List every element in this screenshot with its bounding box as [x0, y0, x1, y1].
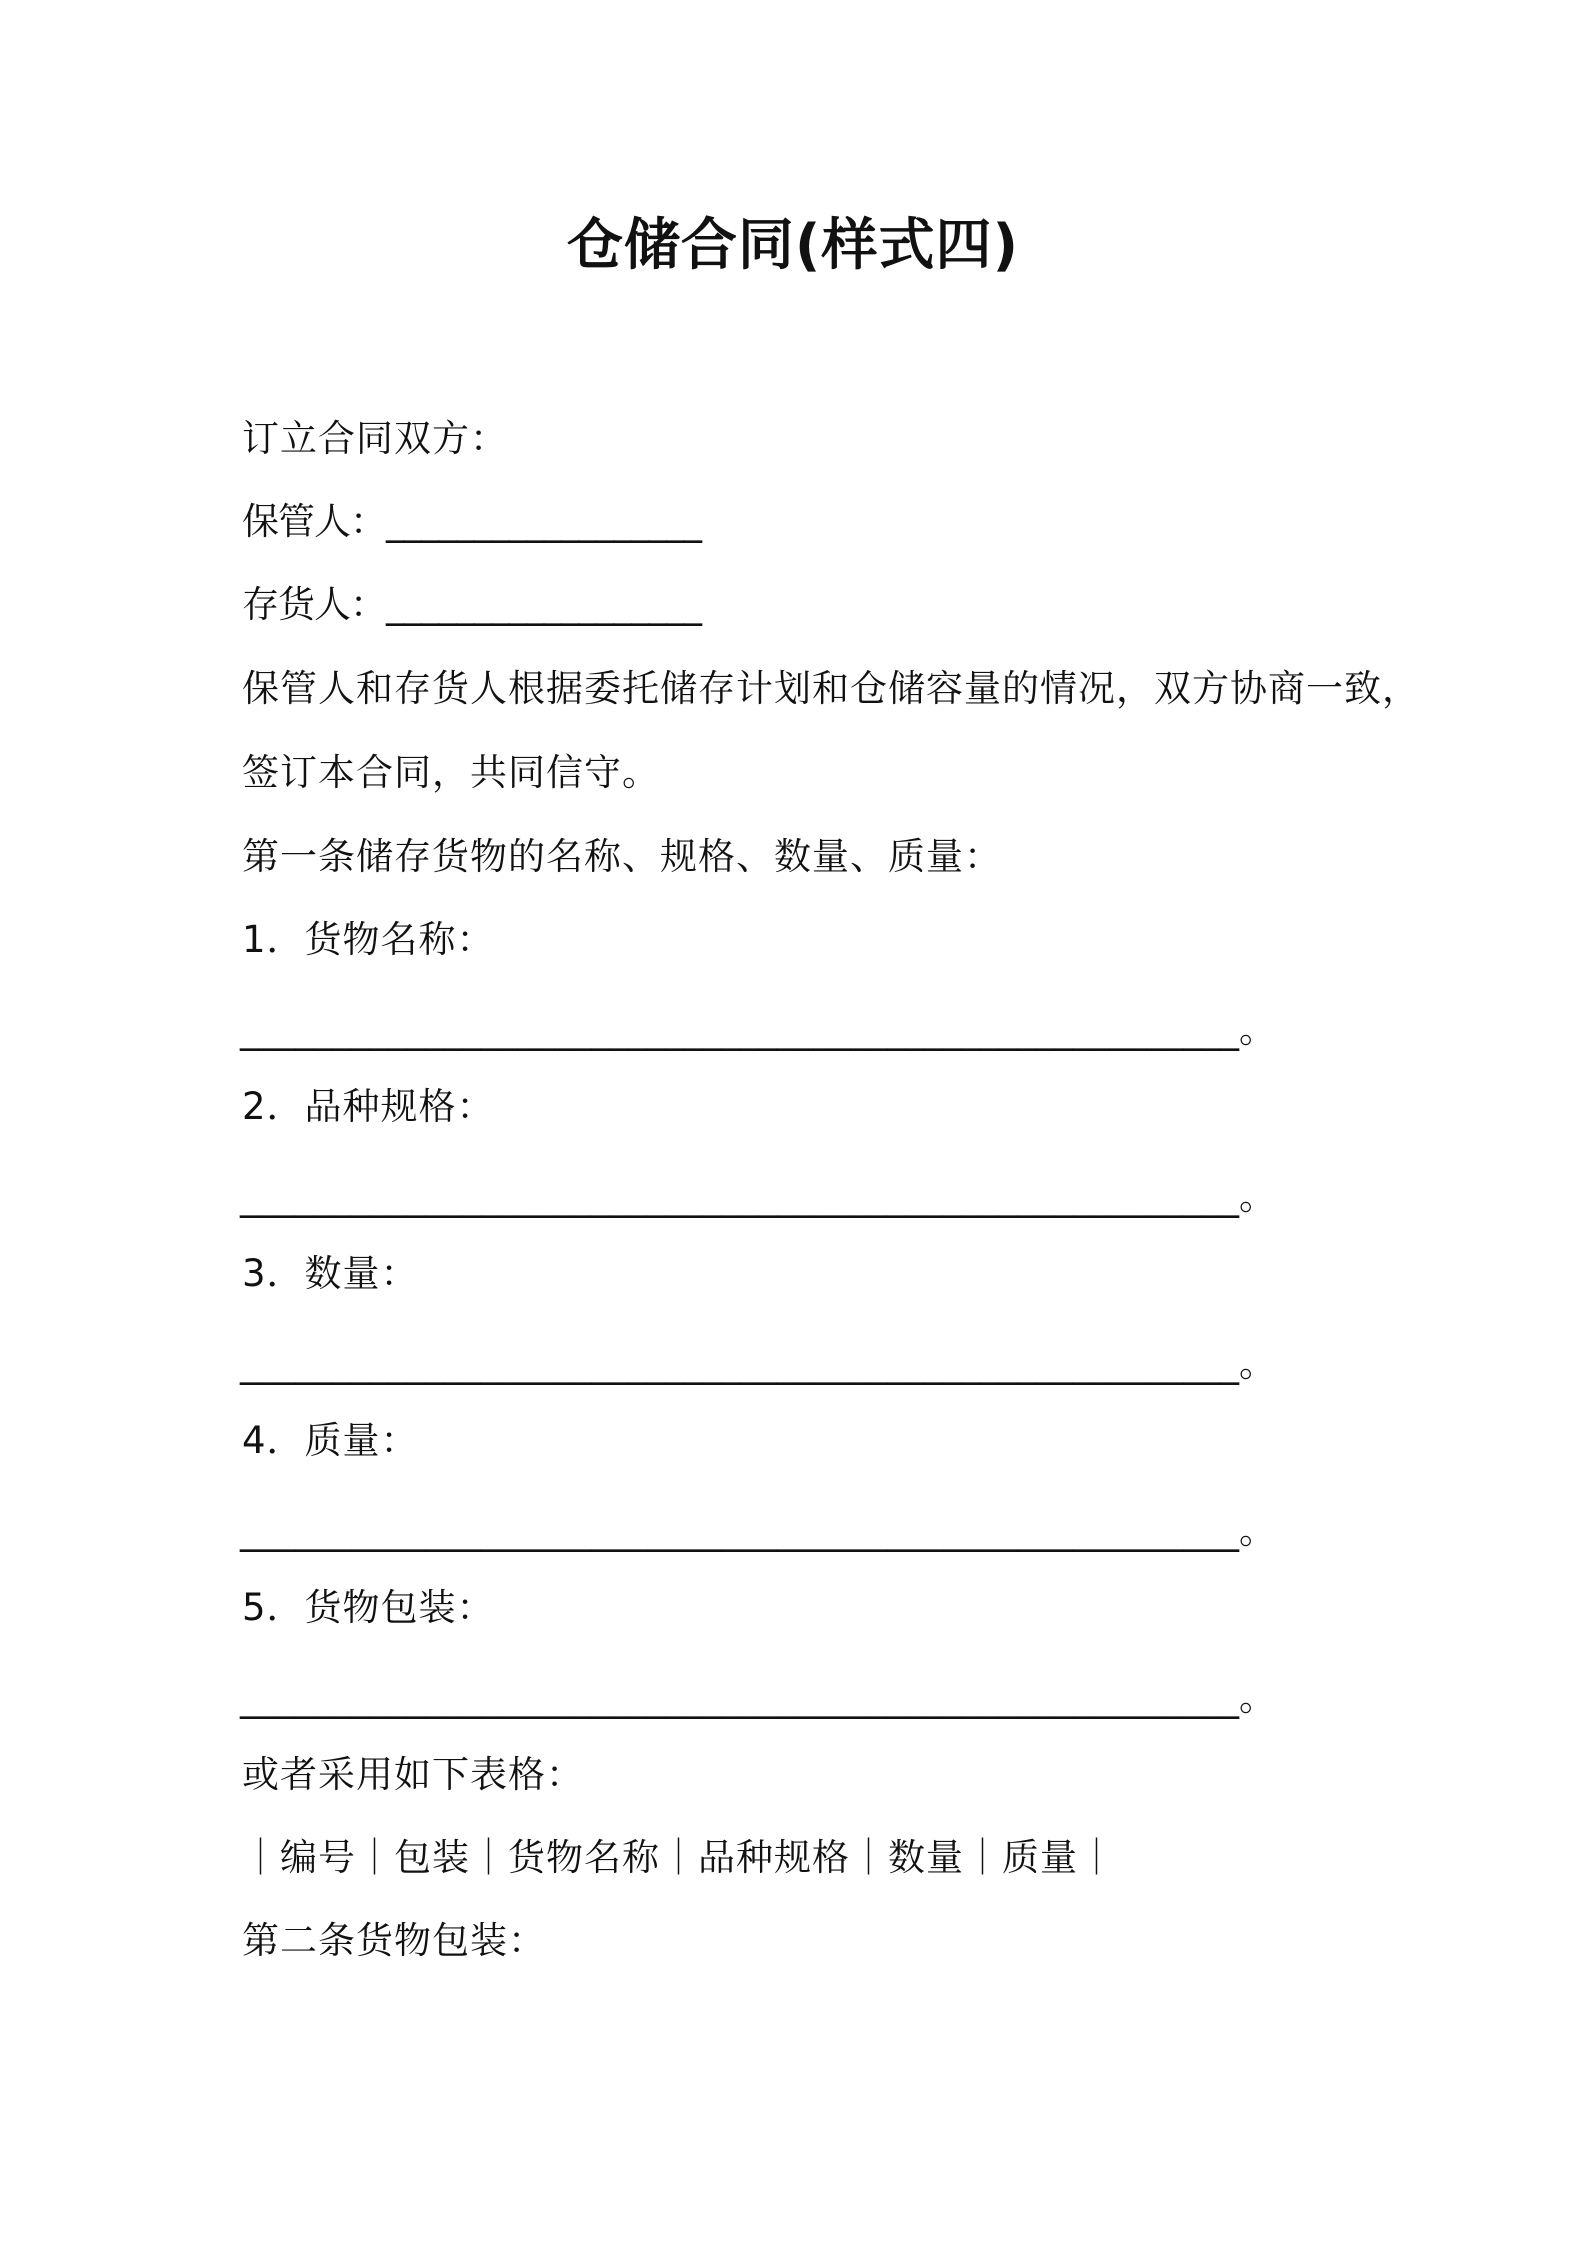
item-1-blank: ______________________________________________________。 [240, 1008, 1276, 1051]
intro-line-1: 保管人和存货人根据委托储存计划和仓储容量的情况，双方协商一致， [242, 667, 1420, 710]
item-2-label: 2．品种规格： [242, 1085, 495, 1128]
table-header-line: ｜编号｜包装｜货物名称｜品种规格｜数量｜质量｜ [242, 1836, 1116, 1879]
depositor-line: 存货人：__________________ [242, 583, 701, 626]
document-title: 仓储合同(样式四) [566, 213, 1020, 278]
table-intro: 或者采用如下表格： [242, 1753, 584, 1796]
article-2-heading: 第二条货物包装： [242, 1919, 546, 1962]
item-5-label: 5．货物包装： [242, 1586, 495, 1629]
item-2-blank: ______________________________________________________。 [240, 1175, 1276, 1218]
custodian-line: 保管人：__________________ [242, 500, 701, 543]
parties-heading: 订立合同双方： [242, 417, 508, 460]
intro-line-2: 签订本合同，共同信守。 [242, 751, 660, 794]
item-1-label: 1．货物名称： [242, 918, 495, 961]
item-3-label: 3．数量： [242, 1252, 419, 1295]
article-1-heading: 第一条储存货物的名称、规格、数量、质量： [242, 835, 1002, 878]
item-5-blank: ______________________________________________________。 [240, 1676, 1276, 1719]
item-3-blank: ______________________________________________________。 [240, 1342, 1276, 1385]
item-4-blank: ______________________________________________________。 [240, 1509, 1276, 1552]
item-4-label: 4．质量： [242, 1419, 419, 1462]
